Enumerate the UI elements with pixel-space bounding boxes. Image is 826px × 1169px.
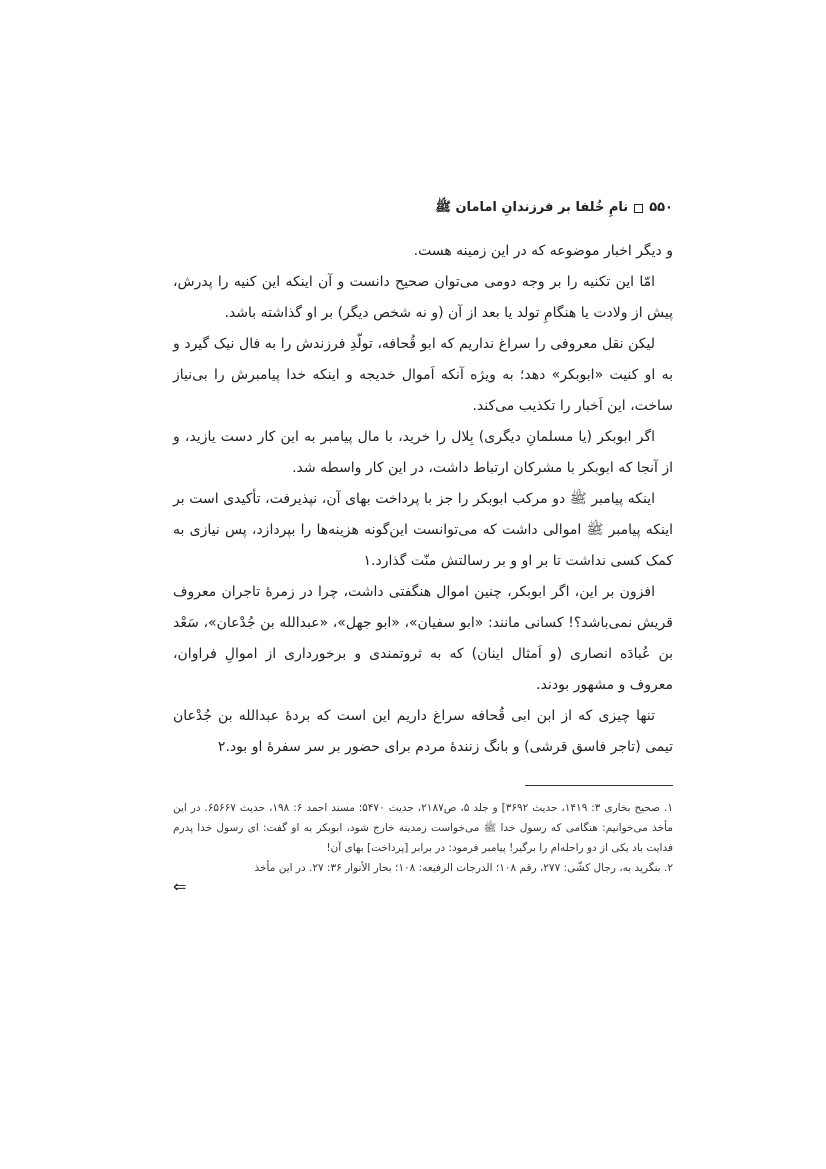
footnote-1: ۱. صحیح بخاری ۳: ۱۴۱۹، حدیث ۳۶۹۲] و جلد ۵، ص۲۱۸۷، حدیث ۵۴۷۰؛ مسند احمد ۶: ۱۹۸، حدیث ۶۵۶۶۷. در این مأخذ می‌خوانیم: هنگامی که رسول خدا ﷺ می‌خواست زمدینه خارج شود، ابوبکر به او گفت: ای رسول خدا پدرم فدایت باد یکی از دو راحله‌ام را برگیر! پیامبر فرمود: در برابر [پرداخت] بهای آن!	[173, 802, 673, 854]
paragraph-4: اگر ابوبکر (یا مسلمانِ دیگری) بِلال را خرید، با مال پیامبر به این کار دست یازید، و از آنجا که ابوبکر با مشرکان ارتباط داشت، در این کار واسطه شد.	[173, 429, 673, 476]
footnote-divider	[525, 785, 673, 786]
chapter-title: نامِ خُلفا بر فرزندانِ امامان ﷺ	[435, 200, 629, 215]
running-header	[173, 198, 673, 218]
paragraph-7: تنها چیزی که از ابن ابی قُحافه سراغ داریم این است که بردهٔ عبدالله بن جُدْعان تیمی (تاجر فاسق قرشی) و بانگ زنندهٔ مردم برای حضور بر سر سفرهٔ او بود.۲	[173, 708, 673, 755]
square-box-icon	[634, 204, 643, 213]
continuation-arrow-icon: ⇐	[173, 877, 187, 896]
paragraph-6: افزون بر این، اگر ابوبکر، چنین اموال هنگفتی داشت، چرا در زمرهٔ تاجران معروف قریش نمی‌باشد؟! کسانی مانند: «ابو سفیان»، «ابو جهل»، «عبدالله بن جُدْعان»، سَعْد بن عُبادَه انصاری (و اَمثال اینان) که به ثروتمندی و برخورداری از اموالِ فراوان، معروف و مشهور بودند.	[173, 584, 673, 693]
paragraph-3: لیکن نقل معروفی را سراغ نداریم که ابو قُحافه، تولّدِ فرزندش را به فال نیک گیرد و به او کنیت «ابوبکر» دهد؛ به ویژه آنکه اَموال خدیجه و اینکه خدا پیامبرش را بی‌نیاز ساخت، این اَخبار را تکذیب می‌کند.	[173, 336, 673, 414]
page-number: ۵۵۰	[649, 200, 673, 215]
paragraph-2: امّا این تکنیه را بر وجه دومی می‌توان صحیح دانست و آن اینکه این کنیه را پدرش، پیش از ولادت یا هنگامِ تولد یا بعد از آن (و نه شخص دیگر) بر او گذاشته باشد.	[173, 274, 673, 321]
book-page	[173, 198, 673, 896]
paragraph-1: و دیگر اخبار موضوعه که در این زمینه هست.	[413, 243, 673, 259]
paragraph-5: اینکه پیامبر ﷺ دو مرکب ابوبکر را جز با پرداخت بهای آن، نپذیرفت، تأکیدی است بر اینکه پیامبر ﷺ اموالی داشت که می‌توانست این‌گونه هزینه‌ها را بپردازد، پس نیازی به کمک کسی نداشت تا بر او و بر رسالتش منّت گذارد.۱	[173, 491, 673, 569]
footnote-2: ۲. بنگرید به، رجال کشّی: ۲۷۷، رقم ۱۰۸؛ الدرجات الرفیعه: ۱۰۸؛ بحار الأنوار ۳۶: ۲۷. در این مأخذ	[254, 862, 673, 874]
